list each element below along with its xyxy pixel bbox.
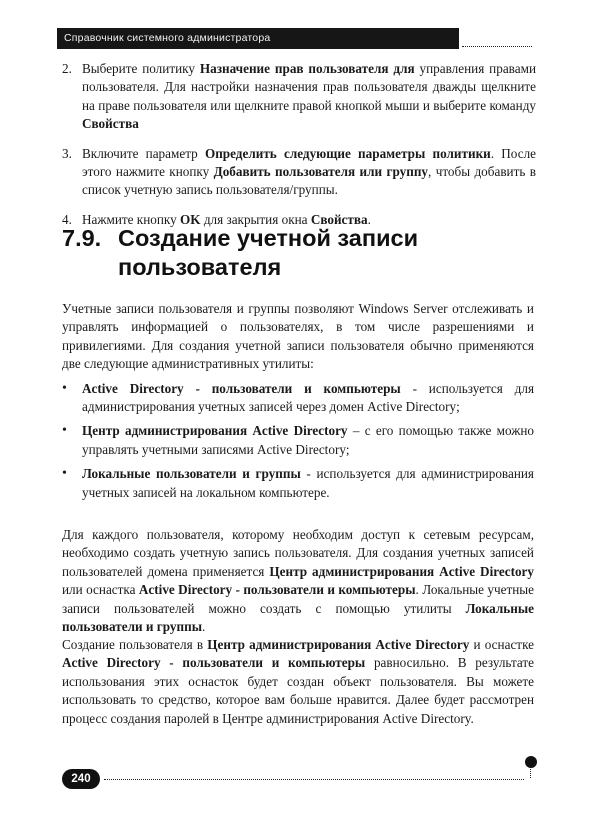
bold-term: OK: [180, 211, 201, 227]
utilities-list: [62, 380, 534, 502]
bold-term: Свойства: [310, 211, 368, 227]
bullet-item: [62, 465, 534, 502]
footer-dotted-rule: [104, 779, 524, 780]
section-title-line1: Создание учетной записи: [118, 225, 419, 251]
bullet-text: Локальные пользователи и группы - используется для администрирования учетных записей на локальном компьютере.: [82, 466, 534, 500]
step-text: Нажмите кнопку OK для закрытия окна Свойства.: [82, 211, 371, 227]
header-dotted-rule: [462, 46, 532, 47]
section-title-line2: пользователя: [118, 254, 282, 280]
bullet-icon: •: [62, 423, 67, 439]
bold-term: Центр администрирования Active Directory: [269, 563, 534, 579]
paragraph-accounts: [62, 526, 534, 636]
bold-term: Локальные пользователи и группы: [62, 600, 534, 635]
bullet-text: Active Directory - пользователи и компьютеры - используется для администрирования учетных записей через домен Active Directory;: [82, 380, 535, 415]
bold-term: Свойства: [82, 116, 139, 132]
bullet-icon: •: [62, 380, 67, 396]
paragraph-creation: [62, 636, 534, 728]
bold-term: Добавить пользователя или группу: [213, 164, 429, 180]
step-number: 3.: [62, 145, 72, 161]
paragraph-text: Для каждого пользователя, которому необходим доступ к сетевым ресурсам, необходимо создать учетную запись пользователя. Для создания учетных записей пользователей домена применяется Центр администрирования Active Directory или оснастка Active Directory - пользователи и компьютеры. Локальные учетные записи пользователей можно создать с помощью утилиты Локальные пользователи и группы.: [62, 527, 534, 635]
step-item: [62, 145, 536, 200]
bullet-item: [62, 380, 534, 417]
paragraph-text: Создание пользователя в Центр администрирования Active Directory и оснастке Active Directory - пользователи и компьютеры равносильно. В результате использования этих оснасток будет создан объект пользователя. Вы можете использовать то средство, которое вам больше нравится. Далее будет рассмотрен процесс создания паролей в Центре администрирования Active Directory.: [62, 637, 535, 726]
bold-term: Центр администрирования Active Directory: [82, 423, 348, 439]
bold-term: Active Directory - пользователи и компьютеры: [62, 655, 366, 671]
step-number: 2.: [62, 61, 72, 76]
bold-term: Локальные пользователи и группы: [82, 466, 301, 482]
step-text: Включите параметр Определить следующие параметры политики. После этого нажмите кнопку Добавить пользователя или группу, чтобы добавить в список учетную запись пользователя/группы.: [82, 145, 537, 198]
step-item: [62, 60, 536, 134]
bold-term: Определить следующие параметры политики: [204, 145, 491, 161]
step-number: 4.: [62, 211, 72, 227]
bullet-item: [62, 422, 534, 459]
section-number: 7.9.: [62, 225, 102, 251]
intro-paragraph: Учетные записи пользователя и группы позволяют Windows Server отслеживать и управлять информацией о пользователях, в том числе разрешениями и привилегиями. Для создания учетной записи пользователя обычно применяются две следующие административных утилиты:: [62, 301, 534, 372]
page-number: 240: [62, 769, 100, 789]
bold-term: Active Directory - пользователи и компьютеры: [138, 582, 416, 598]
bold-term: Центр администрирования Active Directory: [207, 637, 470, 652]
bullet-text: Центр администрирования Active Directory – с его помощью также можно управлять учетными записями Active Directory;: [82, 423, 534, 457]
step-text: Выберите политику Назначение прав пользователя для управления правами пользователя. Для настройки назначения прав пользователя дважды щелкните на праве пользователя или щелкните правой кнопкой мыши и выберите команду Свойства: [82, 61, 536, 132]
bold-term: Назначение прав пользователя для: [199, 61, 415, 76]
footer-ball-icon: [525, 756, 537, 768]
section-heading: [62, 224, 532, 282]
steps-list: [62, 60, 536, 240]
bullet-icon: •: [62, 466, 67, 482]
intro-block: [62, 300, 534, 502]
running-header: Справочник системного администратора: [57, 28, 459, 49]
bold-term: Active Directory - пользователи и компьютеры: [82, 380, 401, 396]
